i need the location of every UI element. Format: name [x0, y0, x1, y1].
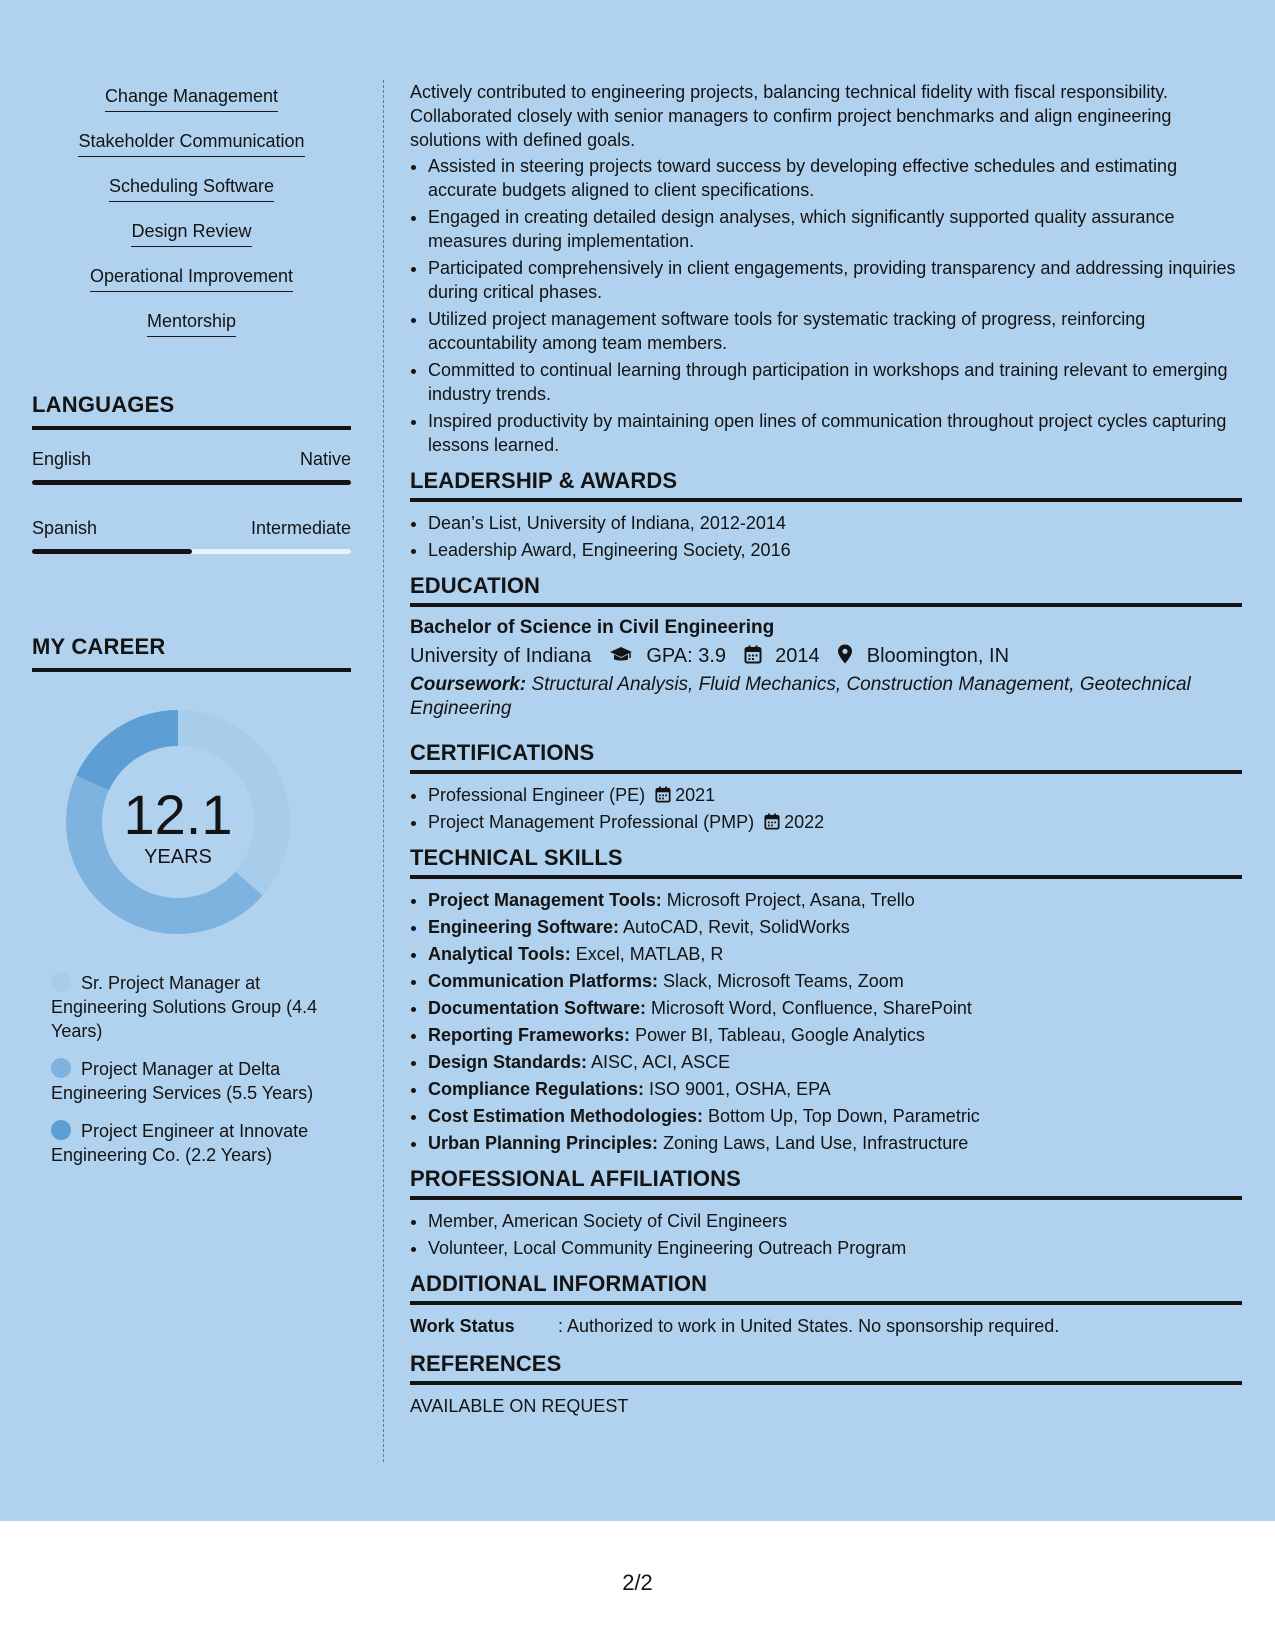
gpa: GPA: 3.9: [646, 645, 726, 667]
work-status-value: : Authorized to work in United States. No sponsorship required.: [558, 1316, 1060, 1336]
language-bar-fill: [32, 480, 351, 485]
language-row: [32, 449, 351, 470]
list-item: • Reporting Frameworks: Power BI, Tableau, Google Analytics: [428, 1023, 1242, 1047]
skill-link[interactable]: Stakeholder Communication: [32, 131, 351, 157]
career-role: Project Manager at Delta Engineering Services (5.5 Years): [51, 1059, 314, 1103]
career-role: Sr. Project Manager at Engineering Solutions Group (4.4 Years): [51, 973, 318, 1041]
legend-dot: [51, 1120, 71, 1140]
career-unit: YEARS: [144, 846, 212, 868]
list-item: • Analytical Tools: Excel, MATLAB, R: [428, 942, 1242, 966]
technical-skills-heading: TECHNICAL SKILLS: [410, 846, 1242, 879]
list-item: • Utilized project management software tools for systematic tracking of progress, reinforcing accountability among team members.: [428, 307, 1242, 355]
list-item: • Engaged in creating detailed design analyses, which significantly supported quality assurance measures during implementation.: [428, 205, 1242, 253]
location-pin-icon: [837, 644, 853, 664]
calendar-icon: [655, 786, 671, 803]
language-name: Spanish: [32, 518, 98, 538]
list-item: • Participated comprehensively in client engagements, providing transparency and addressing inquiries during critical phases.: [428, 256, 1242, 304]
languages-heading: LANGUAGES: [32, 392, 351, 430]
experience-bullets: [410, 154, 1242, 457]
right-column: [410, 80, 1242, 1418]
skill-link[interactable]: Change Management: [32, 86, 351, 112]
affiliations-heading: PROFESSIONAL AFFILIATIONS: [410, 1167, 1242, 1200]
references-text: AVAILABLE ON REQUEST: [410, 1396, 629, 1416]
skill-link[interactable]: Operational Improvement: [32, 266, 351, 292]
career-donut-chart: [66, 710, 290, 934]
language-level: Native: [299, 449, 351, 469]
list-item: • Committed to continual learning through participation in workshops and training relevant to emerging industry trends.: [428, 358, 1242, 406]
list-item: • Project Management Professional (PMP) 2022: [428, 810, 1242, 834]
list-item: • Leadership Award, Engineering Society, 2016: [428, 538, 1242, 562]
work-status-label: Work Status: [410, 1316, 515, 1336]
column-divider: [383, 80, 384, 1462]
language-name: English: [32, 449, 92, 469]
certifications-heading: CERTIFICATIONS: [410, 741, 1242, 774]
school-name: University of Indiana: [410, 645, 592, 667]
donut-segment: [76, 710, 178, 790]
additional-info-heading: ADDITIONAL INFORMATION: [410, 1272, 1242, 1305]
list-item: • Cost Estimation Methodologies: Bottom Up, Top Down, Parametric: [428, 1104, 1242, 1128]
page-number: 2/2: [622, 1570, 653, 1595]
list-item: • Member, American Society of Civil Engineers: [428, 1209, 1242, 1233]
experience-summary: Actively contributed to engineering projects, balancing technical fidelity with fiscal responsibility. Collaborated closely with senior managers to confirm project benchmarks and align engineering solutions with defined goals.: [410, 82, 1172, 150]
leadership-heading: LEADERSHIP & AWARDS: [410, 469, 1242, 502]
legend-dot: [51, 972, 71, 992]
list-item: • Assisted in steering projects toward success by developing effective schedules and estimating accurate budgets aligned to client specifications.: [428, 154, 1242, 202]
skill-link[interactable]: Mentorship: [32, 311, 351, 337]
degree-title: Bachelor of Science in Civil Engineering: [410, 617, 775, 638]
list-item: • Professional Engineer (PE) 2021: [428, 783, 1242, 807]
language-bar-fill: [32, 549, 192, 554]
language-level: Intermediate: [250, 518, 351, 538]
references-heading: REFERENCES: [410, 1352, 1242, 1385]
graduation-year: 2014: [775, 645, 820, 667]
list-item: • Inspired productivity by maintaining open lines of communication throughout project cycles capturing lessons learned.: [428, 409, 1242, 457]
work-status-row: [410, 1314, 1242, 1338]
list-item: • Dean’s List, University of Indiana, 2012-2014: [428, 511, 1242, 535]
career-total: 12.1: [123, 783, 233, 846]
list-item: • Compliance Regulations: ISO 9001, OSHA, EPA: [428, 1077, 1242, 1101]
list-item: • Project Management Tools: Microsoft Project, Asana, Trello: [428, 888, 1242, 912]
calendar-icon: [764, 813, 780, 830]
list-item: • Urban Planning Principles: Zoning Laws, Land Use, Infrastructure: [428, 1131, 1242, 1155]
education-details: [410, 644, 1242, 668]
calendar-icon: [744, 645, 762, 664]
school-location: Bloomington, IN: [866, 645, 1010, 667]
list-item: • Documentation Software: Microsoft Word, Confluence, SharePoint: [428, 996, 1242, 1020]
list-item: • Engineering Software: AutoCAD, Revit, SolidWorks: [428, 915, 1242, 939]
legend-dot: [51, 1058, 71, 1078]
career-role: Project Engineer at Innovate Engineering Co. (2.2 Years): [51, 1121, 309, 1165]
graduation-cap-icon: [609, 646, 633, 664]
language-row: [32, 518, 351, 539]
list-item: • Design Standards: AISC, ACI, ASCE: [428, 1050, 1242, 1074]
education-heading: EDUCATION: [410, 574, 1242, 607]
skill-link[interactable]: Design Review: [32, 221, 351, 247]
language-bar: [32, 549, 351, 554]
list-item: • Volunteer, Local Community Engineering Outreach Program: [428, 1236, 1242, 1260]
language-bar: [32, 480, 351, 485]
skill-link[interactable]: Scheduling Software: [32, 176, 351, 202]
career-heading: MY CAREER: [32, 634, 351, 672]
list-item: • Communication Platforms: Slack, Microsoft Teams, Zoom: [428, 969, 1242, 993]
coursework: Coursework: Structural Analysis, Fluid Mechanics, Construction Management, Geotechnical Engineering: [410, 674, 1191, 719]
